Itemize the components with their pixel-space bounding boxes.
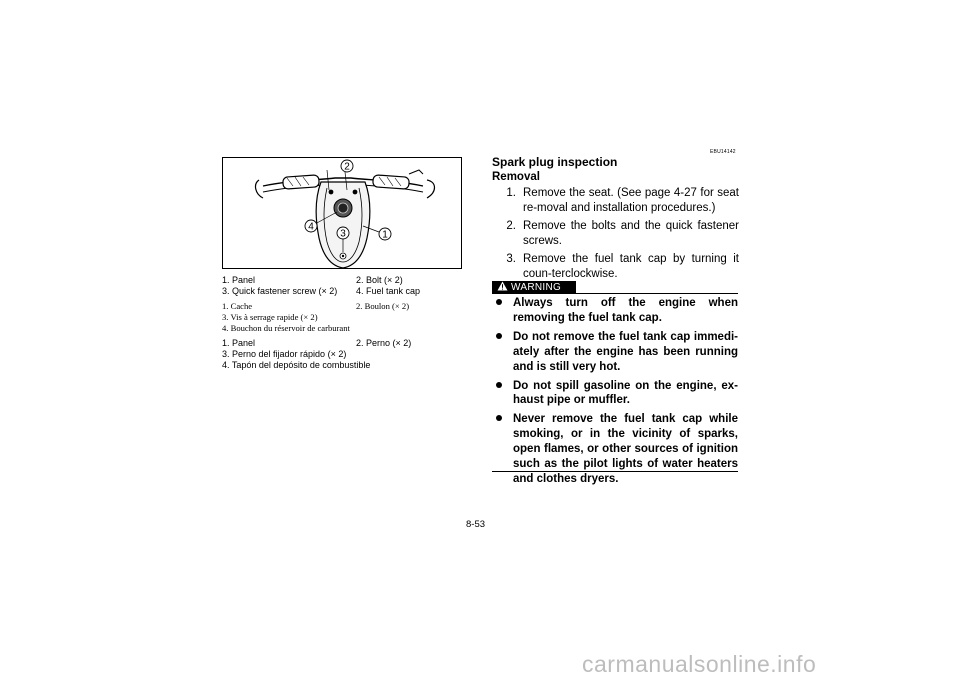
step-number: 2. [506, 220, 516, 233]
warning-text: Always turn off the engine when removing the fuel tank cap. [513, 297, 738, 324]
list-item [492, 379, 738, 409]
warning-triangle-icon [497, 281, 508, 291]
caption-item: 1. Cache [222, 301, 253, 311]
list-item [492, 252, 739, 281]
list-item [492, 330, 738, 375]
fuel-tank-illustration [222, 157, 462, 269]
caption-spanish [222, 338, 462, 371]
caption-item: 2. Bolt (× 2) [356, 275, 403, 285]
callout-3 [337, 227, 349, 240]
step-text: Remove the seat. (See page 4-27 for seat re-moval and installation procedures.) [523, 187, 739, 214]
bullet-icon [492, 379, 513, 409]
warning-text: Never remove the fuel tank cap while smoking, or in the vicinity of sparks, open flames, or other sources of ignition such as the pilot lights of water heaters and clothes dryers. [513, 413, 738, 485]
divider [576, 293, 738, 294]
warning-list [492, 296, 738, 491]
list-item [492, 219, 739, 248]
section-subtitle: Removal [492, 171, 540, 183]
atv-top-view-drawing [223, 158, 462, 269]
caption-item: 2. Perno (× 2) [356, 338, 412, 348]
step-number: 3. [506, 253, 516, 266]
callout-4 [305, 220, 317, 233]
caption-item: 1. Panel [222, 275, 256, 285]
step-text: Remove the fuel tank cap by turning it coun-terclockwise. [523, 253, 739, 280]
bullet-icon [492, 330, 513, 375]
divider [492, 471, 738, 472]
caption-item: 3. Quick fastener screw (× 2) [222, 286, 338, 296]
caption-french [222, 301, 462, 334]
watermark: carmanualsonline.info [582, 651, 817, 677]
caption-item: 1. Panel [222, 338, 256, 348]
caption-item: 3. Perno del fijador rápido (× 2) [222, 349, 347, 359]
caption-item: 3. Vis à serrage rapide (× 2) [222, 312, 318, 322]
caption-item: 4. Bouchon du réservoir de carburant [222, 323, 350, 333]
callout-2 [341, 160, 353, 173]
bullet-icon [492, 296, 513, 326]
caption-item: 2. Boulon (× 2) [356, 301, 410, 311]
warning-header [492, 281, 738, 294]
warning-text: Do not remove the fuel tank cap immedi-ately after the engine has been running and is still very hot. [513, 330, 738, 373]
svg-text:1: 1 [382, 229, 388, 241]
warning-text: Do not spill gasoline on the engine, ex-haust pipe or muffler. [513, 379, 738, 407]
page-number: 8-53 [466, 519, 486, 530]
callout-1 [379, 228, 391, 241]
svg-text:4: 4 [308, 221, 314, 233]
warning-badge [492, 281, 576, 294]
svg-text:3: 3 [340, 228, 346, 240]
svg-text:2: 2 [344, 161, 350, 173]
removal-steps [492, 186, 739, 286]
list-item [492, 296, 738, 326]
list-item [492, 412, 738, 487]
step-number: 1. [506, 187, 516, 199]
section-code: EBU14142 [710, 149, 736, 155]
list-item [492, 186, 739, 215]
caption-english [222, 275, 462, 297]
section-title: Spark plug inspection [492, 155, 618, 169]
warning-label: WARNING [511, 282, 562, 293]
caption-item: 4. Tapón del depósito de combustible [222, 360, 371, 370]
caption-item: 4. Fuel tank cap [356, 286, 421, 296]
bullet-icon [492, 412, 513, 487]
step-text: Remove the bolts and the quick fastener screws. [523, 220, 739, 247]
